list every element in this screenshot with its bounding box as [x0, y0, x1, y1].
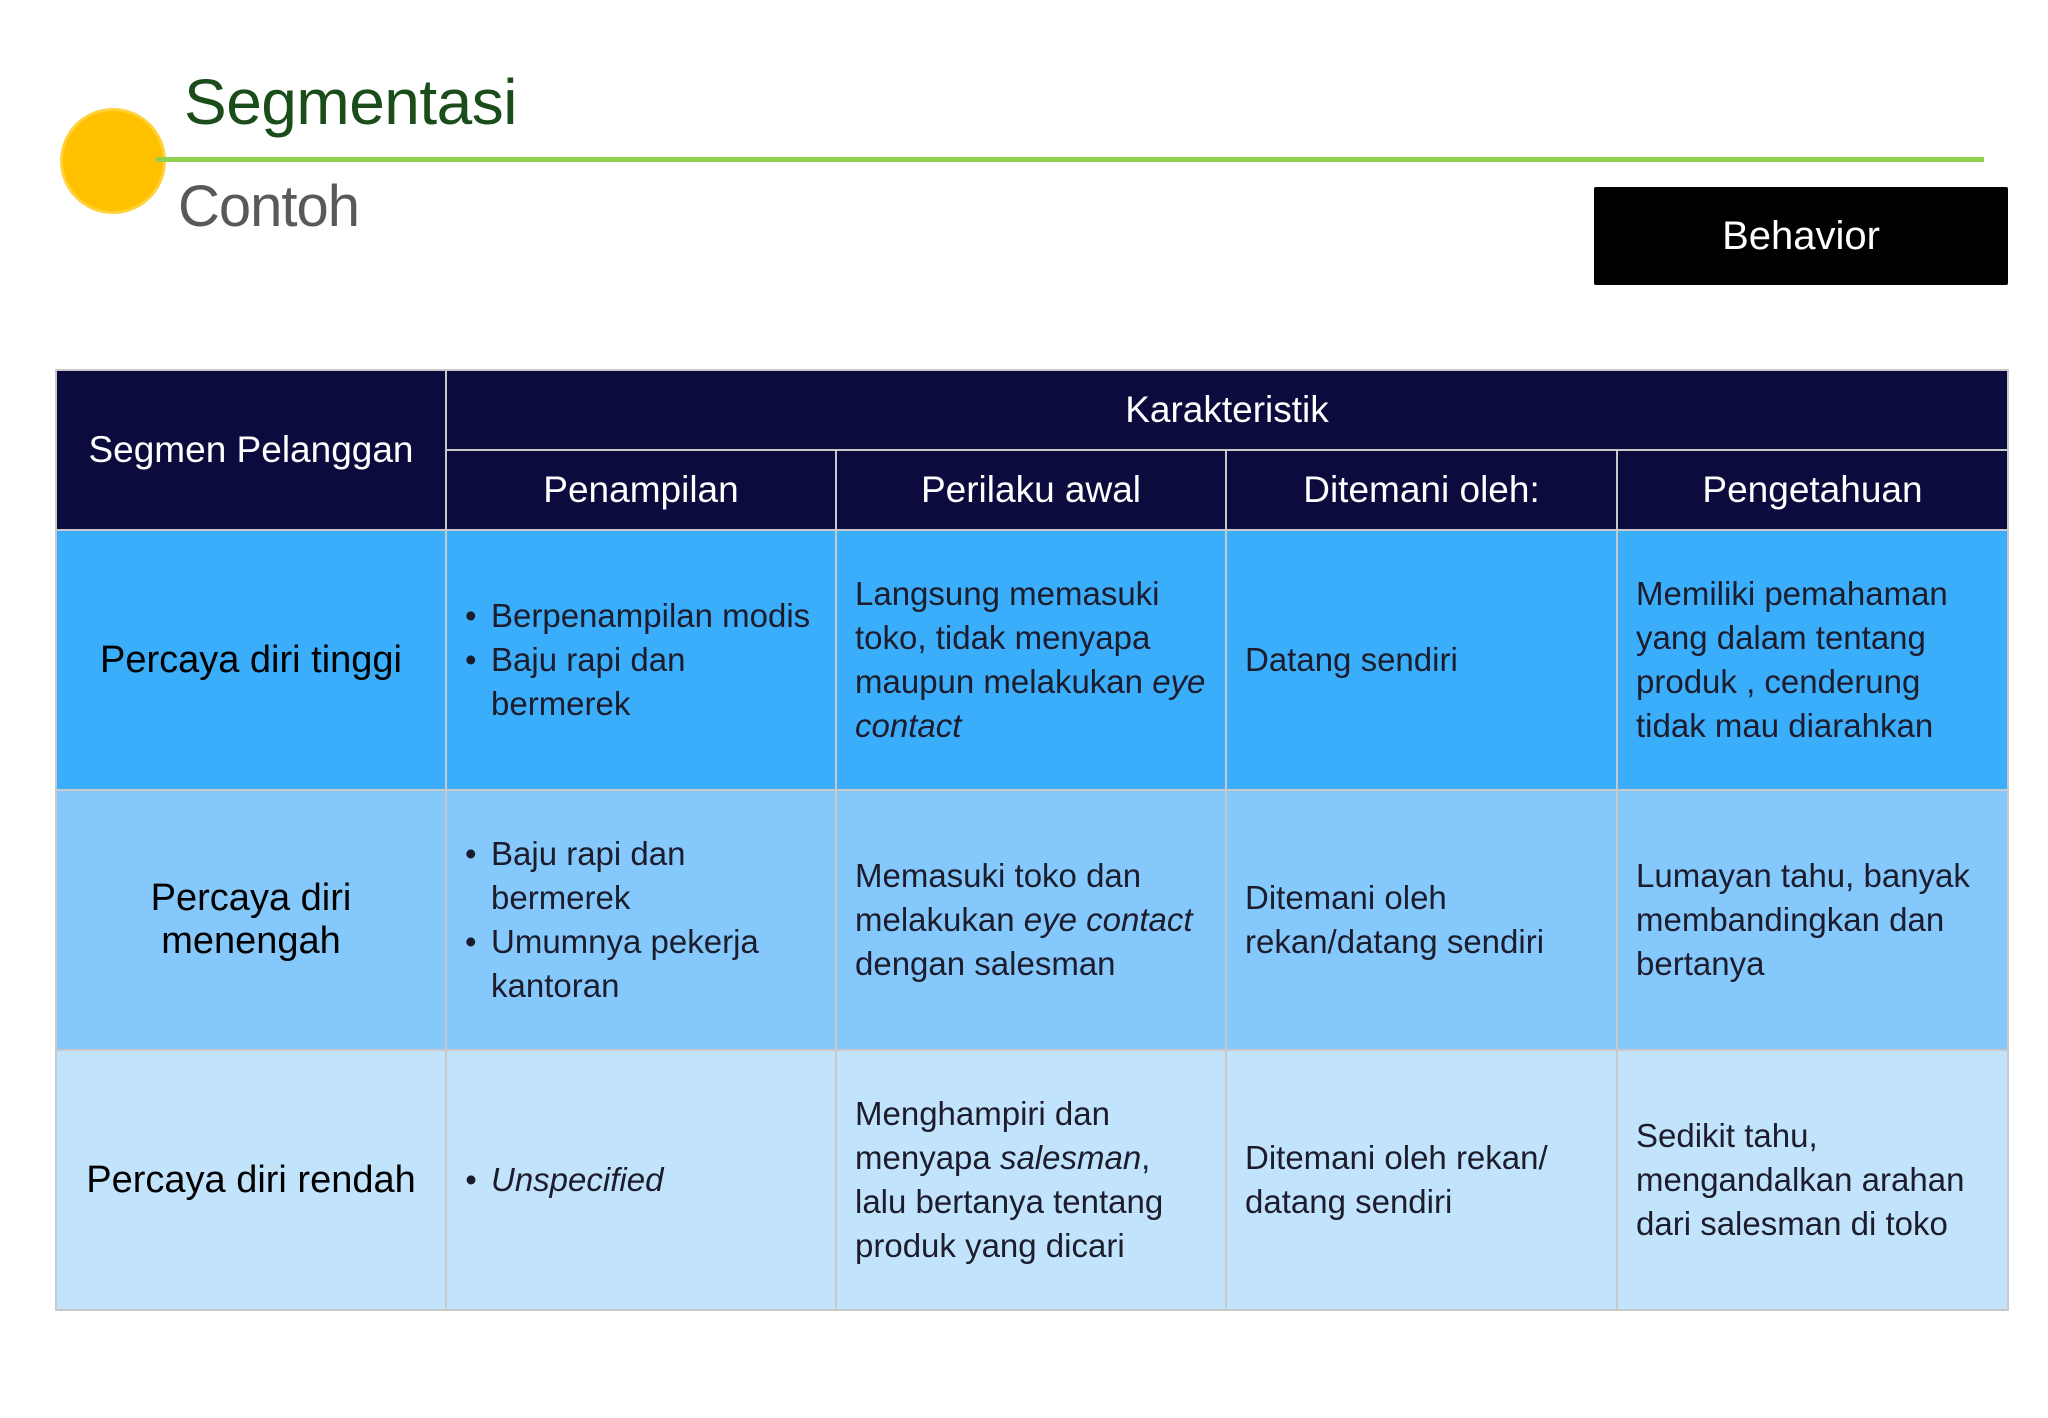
column-header-perilaku-awal: Perilaku awal [836, 450, 1226, 530]
segment-name: Percaya diri menengah [56, 790, 446, 1050]
perilaku-text-emphasis: eye contact [855, 663, 1206, 744]
penampilan-list [465, 594, 817, 726]
perilaku-text-pre: Langsung memasuki toko, tidak menyapa maupun melakukan [855, 575, 1160, 700]
penampilan-cell [446, 1050, 836, 1310]
segment-header: Segmen Pelanggan [56, 370, 446, 530]
table-row [56, 790, 2008, 1050]
pengetahuan-cell: Sedikit tahu, mengandalkan arahan dari salesman di toko [1617, 1050, 2008, 1310]
penampilan-cell [446, 530, 836, 790]
perilaku-text-pre: Menghampiri dan menyapa [855, 1095, 1110, 1176]
list-item: • Baju rapi dan bermerek [491, 638, 817, 726]
perilaku-cell [836, 530, 1226, 790]
table-row [56, 530, 2008, 790]
penampilan-list [465, 1158, 817, 1202]
penampilan-list [465, 832, 817, 1008]
perilaku-text-post: , lalu bertanya tentang produk yang dicari [855, 1139, 1164, 1264]
column-header-penampilan: Penampilan [446, 450, 836, 530]
pengetahuan-cell: Memiliki pemahaman yang dalam tentang produk , cenderung tidak mau diarahkan [1617, 530, 2008, 790]
ditemani-cell: Ditemani oleh rekan/datang sendiri [1226, 790, 1617, 1050]
pengetahuan-cell: Lumayan tahu, banyak membandingkan dan bertanya [1617, 790, 2008, 1050]
list-item: • Umumnya pekerja kantoran [491, 920, 817, 1008]
ditemani-cell: Datang sendiri [1226, 530, 1617, 790]
slide-title: Segmentasi [184, 66, 517, 138]
title-divider [156, 157, 1984, 162]
list-item: • Berpenampilan modis [491, 594, 817, 638]
perilaku-cell [836, 1050, 1226, 1310]
ditemani-cell: Ditemani oleh rekan/ datang sendiri [1226, 1050, 1617, 1310]
sun-circle-icon [63, 111, 163, 211]
segment-name: Percaya diri tinggi [56, 530, 446, 790]
characteristics-header: Karakteristik [446, 370, 2008, 450]
perilaku-text-emphasis: salesman [999, 1139, 1142, 1176]
penampilan-cell [446, 790, 836, 1050]
perilaku-text [855, 1092, 1207, 1268]
perilaku-text-pre: Memasuki toko dan melakukan [855, 857, 1142, 938]
perilaku-cell [836, 790, 1226, 1050]
perilaku-text-post: dengan salesman [855, 945, 1116, 982]
table-row [56, 1050, 2008, 1310]
segment-name: Percaya diri rendah [56, 1050, 446, 1310]
column-header-ditemani: Ditemani oleh: [1226, 450, 1617, 530]
column-header-pengetahuan: Pengetahuan [1617, 450, 2008, 530]
perilaku-text [855, 854, 1207, 986]
slide-subtitle: Contoh [178, 174, 360, 239]
list-item: • Baju rapi dan bermerek [491, 832, 817, 920]
segmentation-table [55, 369, 2009, 1311]
perilaku-text [855, 572, 1207, 748]
perilaku-text-emphasis: eye contact [1023, 901, 1193, 938]
list-item: • Unspecified [491, 1158, 817, 1202]
behavior-badge: Behavior [1594, 187, 2008, 285]
